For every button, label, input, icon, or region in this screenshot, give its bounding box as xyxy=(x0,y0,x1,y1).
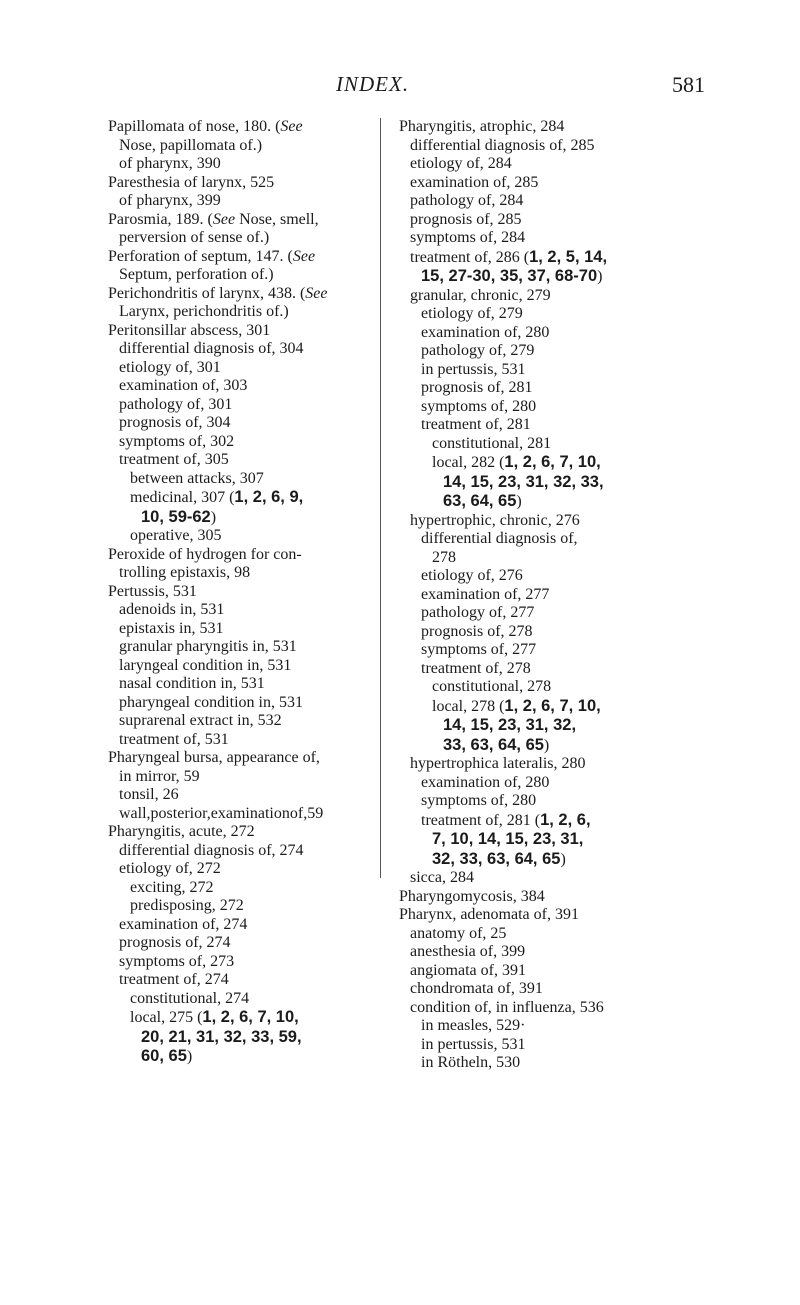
index-entry-text: constitutional, 278 xyxy=(432,678,552,695)
index-entry-text: differential diagnosis of, 285 xyxy=(410,136,595,154)
index-page-refs: 15, 27-30, 35, 37, 68-70 xyxy=(421,267,598,285)
index-entry-text: differential diagnosis of, 274 xyxy=(119,841,304,859)
index-entry xyxy=(108,248,366,267)
index-page-refs: 1, 2, 6, 7, 10, xyxy=(504,696,601,715)
index-entry xyxy=(108,433,366,452)
index-entry xyxy=(399,678,661,697)
index-entry-text: pathology of, 284 xyxy=(410,192,524,209)
index-entry xyxy=(399,962,661,981)
index-entry-text: Pharyngomycosis, 384 xyxy=(399,887,545,905)
index-entry xyxy=(108,137,366,156)
index-entry-text: prognosis of, 285 xyxy=(410,210,522,228)
index-entry-text: differential diagnosis of, 304 xyxy=(119,340,304,357)
index-entry-text: Pertussis, 531 xyxy=(108,582,197,600)
index-entry xyxy=(108,731,366,750)
index-entry-text: examination of, 274 xyxy=(119,915,248,933)
index-entry-text: Parosmia, 189. ( xyxy=(108,210,213,228)
index-entry xyxy=(399,830,661,850)
index-entry xyxy=(399,1036,661,1055)
index-entry xyxy=(399,888,661,907)
index-entry-text: anesthesia of, 399 xyxy=(410,943,526,960)
index-entry xyxy=(108,768,366,787)
index-entry-text: examination of, 285 xyxy=(410,173,539,191)
page-title: INDEX. xyxy=(336,72,410,96)
index-entry-text: Pharyngitis, atrophic, 284 xyxy=(399,118,565,135)
index-entry xyxy=(108,805,366,824)
index-entry-text: etiology of, 279 xyxy=(421,305,523,322)
index-entry xyxy=(108,583,366,602)
index-entry xyxy=(108,359,366,378)
index-entry-text: pathology of, 279 xyxy=(421,342,535,359)
index-entry-text: examination of, 280 xyxy=(421,773,550,791)
index-entry xyxy=(108,211,366,230)
index-entry xyxy=(399,174,661,193)
index-entry xyxy=(108,675,366,694)
index-entry-text: wall,posterior,examinationof,59 xyxy=(119,804,324,822)
index-entry-text: of pharynx, 399 xyxy=(119,192,221,209)
index-entry-text: etiology of, 276 xyxy=(421,567,523,584)
index-entry xyxy=(399,453,661,473)
index-entry-text: between attacks, 307 xyxy=(130,469,264,487)
index-entry xyxy=(399,850,661,870)
index-entry xyxy=(108,971,366,990)
index-entry xyxy=(108,842,366,861)
index-entry-text: epistaxis in, 531 xyxy=(119,619,224,637)
index-entry xyxy=(399,641,661,660)
index-entry-text: Peritonsillar abscess, 301 xyxy=(108,321,271,339)
index-entry-text: anatomy of, 25 xyxy=(410,924,507,942)
index-entry xyxy=(108,657,366,676)
index-entry-text: local, 282 ( xyxy=(432,454,505,471)
index-entry-text: treatment of, 278 xyxy=(421,659,531,677)
index-entry xyxy=(108,712,366,731)
index-page-refs: 14, 15, 23, 31, 32, xyxy=(443,716,577,734)
index-entry-text: treatment of, 531 xyxy=(119,730,229,748)
index-entry xyxy=(108,860,366,879)
index-entry-text: tonsil, 26 xyxy=(119,786,179,803)
index-entry-text: chondromata of, 391 xyxy=(410,980,543,997)
index-entry xyxy=(108,527,366,546)
index-entry-text: ) xyxy=(597,268,603,285)
index-page-refs: 60, 65 xyxy=(141,1047,187,1065)
index-entry-text: symptoms of, 280 xyxy=(421,397,537,415)
index-entry-text: granular pharyngitis in, 531 xyxy=(119,638,297,655)
index-entry-text: medicinal, 307 ( xyxy=(130,489,235,506)
index-entry-text: in measles, 529· xyxy=(421,1017,526,1034)
index-entry xyxy=(108,1047,366,1067)
index-entry xyxy=(108,155,366,174)
index-entry-text: suprarenal extract in, 532 xyxy=(119,712,282,729)
index-entry-text: ) xyxy=(210,508,217,526)
index-entry-text: pharyngeal condition in, 531 xyxy=(119,693,303,711)
index-page-refs: 10, 59-62 xyxy=(141,507,211,526)
index-entry-text: prognosis of, 304 xyxy=(119,414,231,431)
index-entry-text: Pharyngeal bursa, appearance of, xyxy=(108,749,320,766)
index-entry xyxy=(399,398,661,417)
index-entry-text: symptoms of, 302 xyxy=(119,432,235,450)
index-entry-text: etiology of, 272 xyxy=(119,860,221,877)
index-entry-text: Nose, smell, xyxy=(235,210,319,228)
index-entry xyxy=(399,118,661,137)
index-entry-text: in Rötheln, 530 xyxy=(421,1054,521,1071)
index-entry-text: perversion of sense of.) xyxy=(119,229,270,246)
index-entry xyxy=(108,620,366,639)
index-entry xyxy=(399,379,661,398)
index-entry xyxy=(399,660,661,679)
index-entry xyxy=(399,287,661,306)
index-entry xyxy=(399,567,661,586)
index-entry-text: examination of, 280 xyxy=(421,323,550,341)
index-entry xyxy=(399,869,661,888)
index-entry-text: treatment of, 274 xyxy=(119,971,229,988)
index-entry-text: condition of, in influenza, 536 xyxy=(410,998,604,1016)
index-entry xyxy=(108,990,366,1009)
index-entry xyxy=(399,925,661,944)
index-entry xyxy=(108,266,366,285)
index-entry-text: in pertussis, 531 xyxy=(421,360,526,378)
index-entry xyxy=(108,601,366,620)
index-entry-text: constitutional, 281 xyxy=(432,434,552,452)
index-entry xyxy=(108,303,366,322)
index-entry-text: symptoms of, 284 xyxy=(410,229,526,246)
index-entry xyxy=(399,361,661,380)
index-entry xyxy=(399,473,661,493)
index-entry xyxy=(399,267,661,287)
index-entry xyxy=(399,192,661,211)
index-entry-text: treatment of, 305 xyxy=(119,451,229,468)
index-entry-text: predisposing, 272 xyxy=(130,897,244,914)
index-entry xyxy=(399,811,661,831)
index-entry xyxy=(108,414,366,433)
index-entry xyxy=(108,377,366,396)
index-entry xyxy=(108,897,366,916)
index-entry-text: Papillomata of nose, 180. ( xyxy=(108,118,281,135)
index-see-ref: See xyxy=(292,247,316,265)
index-entry xyxy=(108,470,366,489)
index-entry xyxy=(108,934,366,953)
index-page-refs: 20, 21, 31, 32, 33, 59, xyxy=(141,1027,302,1046)
index-entry xyxy=(399,324,661,343)
index-entry xyxy=(108,564,366,583)
index-page-refs: 63, 64, 65 xyxy=(443,492,517,510)
index-entry xyxy=(399,792,661,811)
index-entry-text: nasal condition in, 531 xyxy=(119,675,265,692)
index-entry xyxy=(399,1017,661,1036)
index-entry xyxy=(108,1008,366,1028)
index-entry xyxy=(399,416,661,435)
index-entry-text: Pharyngitis, acute, 272 xyxy=(108,823,255,840)
index-see-ref: See xyxy=(305,284,328,302)
index-entry-text: prognosis of, 274 xyxy=(119,934,231,951)
index-entry xyxy=(108,638,366,657)
index-entry xyxy=(399,435,661,454)
index-entry xyxy=(108,488,366,508)
index-entry-text: local, 275 ( xyxy=(130,1009,203,1026)
index-page-refs: 1, 2, 5, 14, xyxy=(529,247,608,266)
index-entry-text: 278 xyxy=(432,548,456,566)
index-entry xyxy=(108,508,366,528)
index-entry xyxy=(399,305,661,324)
index-entry xyxy=(399,248,661,268)
index-entry xyxy=(399,512,661,531)
index-entry xyxy=(108,823,366,842)
index-entry xyxy=(399,549,661,568)
index-entry xyxy=(399,716,661,736)
index-page-refs: 7, 10, 14, 15, 23, 31, xyxy=(432,830,584,848)
index-entry xyxy=(399,586,661,605)
index-entry-text: hypertrophic, chronic, 276 xyxy=(410,511,580,529)
index-page-refs: 1, 2, 6, 7, 10, xyxy=(504,453,601,471)
index-entry xyxy=(399,980,661,999)
index-entry-text: constitutional, 274 xyxy=(130,989,250,1007)
index-column-left xyxy=(108,118,366,1067)
index-entry xyxy=(108,694,366,713)
index-page-refs: 1, 2, 6, xyxy=(540,810,591,829)
index-entry xyxy=(399,137,661,156)
index-entry-text: treatment of, 281 ( xyxy=(421,811,541,829)
index-entry-text: examination of, 277 xyxy=(421,585,550,603)
index-entry-text: Peroxide of hydrogen for con- xyxy=(108,545,302,563)
index-page-refs: 32, 33, 63, 64, 65 xyxy=(432,849,561,868)
index-entry-text: Pharynx, adenomata of, 391 xyxy=(399,906,579,923)
index-entry xyxy=(108,174,366,193)
index-entry xyxy=(399,604,661,623)
index-entry xyxy=(108,396,366,415)
index-entry-text: sicca, 284 xyxy=(410,869,474,886)
index-entry xyxy=(399,755,661,774)
index-entry-text: differential diagnosis of, xyxy=(421,530,578,547)
index-entry xyxy=(108,786,366,805)
index-entry-text: of pharynx, 390 xyxy=(119,155,221,172)
index-entry xyxy=(108,285,366,304)
index-entry xyxy=(399,999,661,1018)
index-column-right xyxy=(399,118,661,1073)
index-page-refs: 1, 2, 6, 9, xyxy=(234,488,304,506)
index-entry-text: Perichondritis of larynx, 438. ( xyxy=(108,284,306,302)
index-entry xyxy=(108,322,366,341)
index-entry-text: Paresthesia of larynx, 525 xyxy=(108,173,275,191)
index-entry-text: symptoms of, 273 xyxy=(119,952,235,970)
index-entry-text: trolling epistaxis, 98 xyxy=(119,564,251,581)
index-entry-text: in mirror, 59 xyxy=(119,767,200,785)
index-entry-text: adenoids in, 531 xyxy=(119,601,225,618)
index-entry-text: prognosis of, 281 xyxy=(421,379,533,396)
index-page-refs: 14, 15, 23, 31, 32, 33, xyxy=(443,472,604,491)
index-entry xyxy=(399,623,661,642)
index-entry-text: pathology of, 277 xyxy=(421,604,535,621)
index-entry xyxy=(108,340,366,359)
index-entry xyxy=(108,229,366,248)
index-entry-text: examination of, 303 xyxy=(119,377,248,394)
index-entry xyxy=(108,953,366,972)
index-entry-text: etiology of, 284 xyxy=(410,155,512,172)
index-entry-text: treatment of, 281 xyxy=(421,416,531,433)
index-entry xyxy=(108,879,366,898)
index-entry-text: ) xyxy=(543,736,550,754)
index-entry-text: ) xyxy=(186,1048,193,1065)
index-entry xyxy=(399,492,661,512)
index-entry-text: angiomata of, 391 xyxy=(410,961,526,979)
index-entry xyxy=(108,749,366,768)
index-entry-text: etiology of, 301 xyxy=(119,358,221,376)
index-entry xyxy=(108,1028,366,1048)
index-entry-text: local, 278 ( xyxy=(432,697,505,715)
index-page-refs: 1, 2, 6, 7, 10, xyxy=(202,1008,299,1026)
index-entry-text: symptoms of, 277 xyxy=(421,641,537,658)
index-entry xyxy=(399,906,661,925)
column-divider xyxy=(380,118,381,878)
index-page-refs: 33, 63, 64, 65 xyxy=(443,735,544,754)
index-entry xyxy=(399,530,661,549)
index-entry-text: treatment of, 286 ( xyxy=(410,248,530,266)
index-entry-text: prognosis of, 278 xyxy=(421,622,533,640)
index-entry-text: in pertussis, 531 xyxy=(421,1035,526,1053)
index-entry-text: operative, 305 xyxy=(130,527,222,544)
index-entry xyxy=(399,155,661,174)
page-header xyxy=(0,72,800,102)
index-entry-text: symptoms of, 280 xyxy=(421,792,537,809)
index-entry xyxy=(108,916,366,935)
index-entry xyxy=(399,342,661,361)
index-entry xyxy=(399,211,661,230)
index-entry-text: ) xyxy=(560,850,566,868)
index-entry-text: granular, chronic, 279 xyxy=(410,286,551,304)
index-entry-text: laryngeal condition in, 531 xyxy=(119,656,292,674)
index-entry xyxy=(399,736,661,756)
index-see-ref: See xyxy=(212,210,236,228)
index-see-ref: See xyxy=(280,118,303,135)
index-entry xyxy=(399,943,661,962)
index-entry-text: hypertrophica lateralis, 280 xyxy=(410,755,586,772)
index-entry-text: Perforation of septum, 147. ( xyxy=(108,247,293,265)
index-entry-text: Larynx, perichondritis of.) xyxy=(119,303,289,320)
index-entry xyxy=(108,118,366,137)
index-entry-text: pathology of, 301 xyxy=(119,395,233,413)
index-entry xyxy=(108,192,366,211)
page-number: 581 xyxy=(672,72,705,97)
index-entry xyxy=(399,1054,661,1073)
index-entry xyxy=(108,451,366,470)
index-entry-text: Septum, perforation of.) xyxy=(119,266,274,283)
index-entry-text: exciting, 272 xyxy=(130,878,214,896)
index-entry xyxy=(399,697,661,717)
index-entry-text: Nose, papillomata of.) xyxy=(119,136,263,154)
index-entry-text: ) xyxy=(516,493,522,510)
index-entry xyxy=(399,774,661,793)
index-entry xyxy=(399,229,661,248)
index-entry xyxy=(108,546,366,565)
